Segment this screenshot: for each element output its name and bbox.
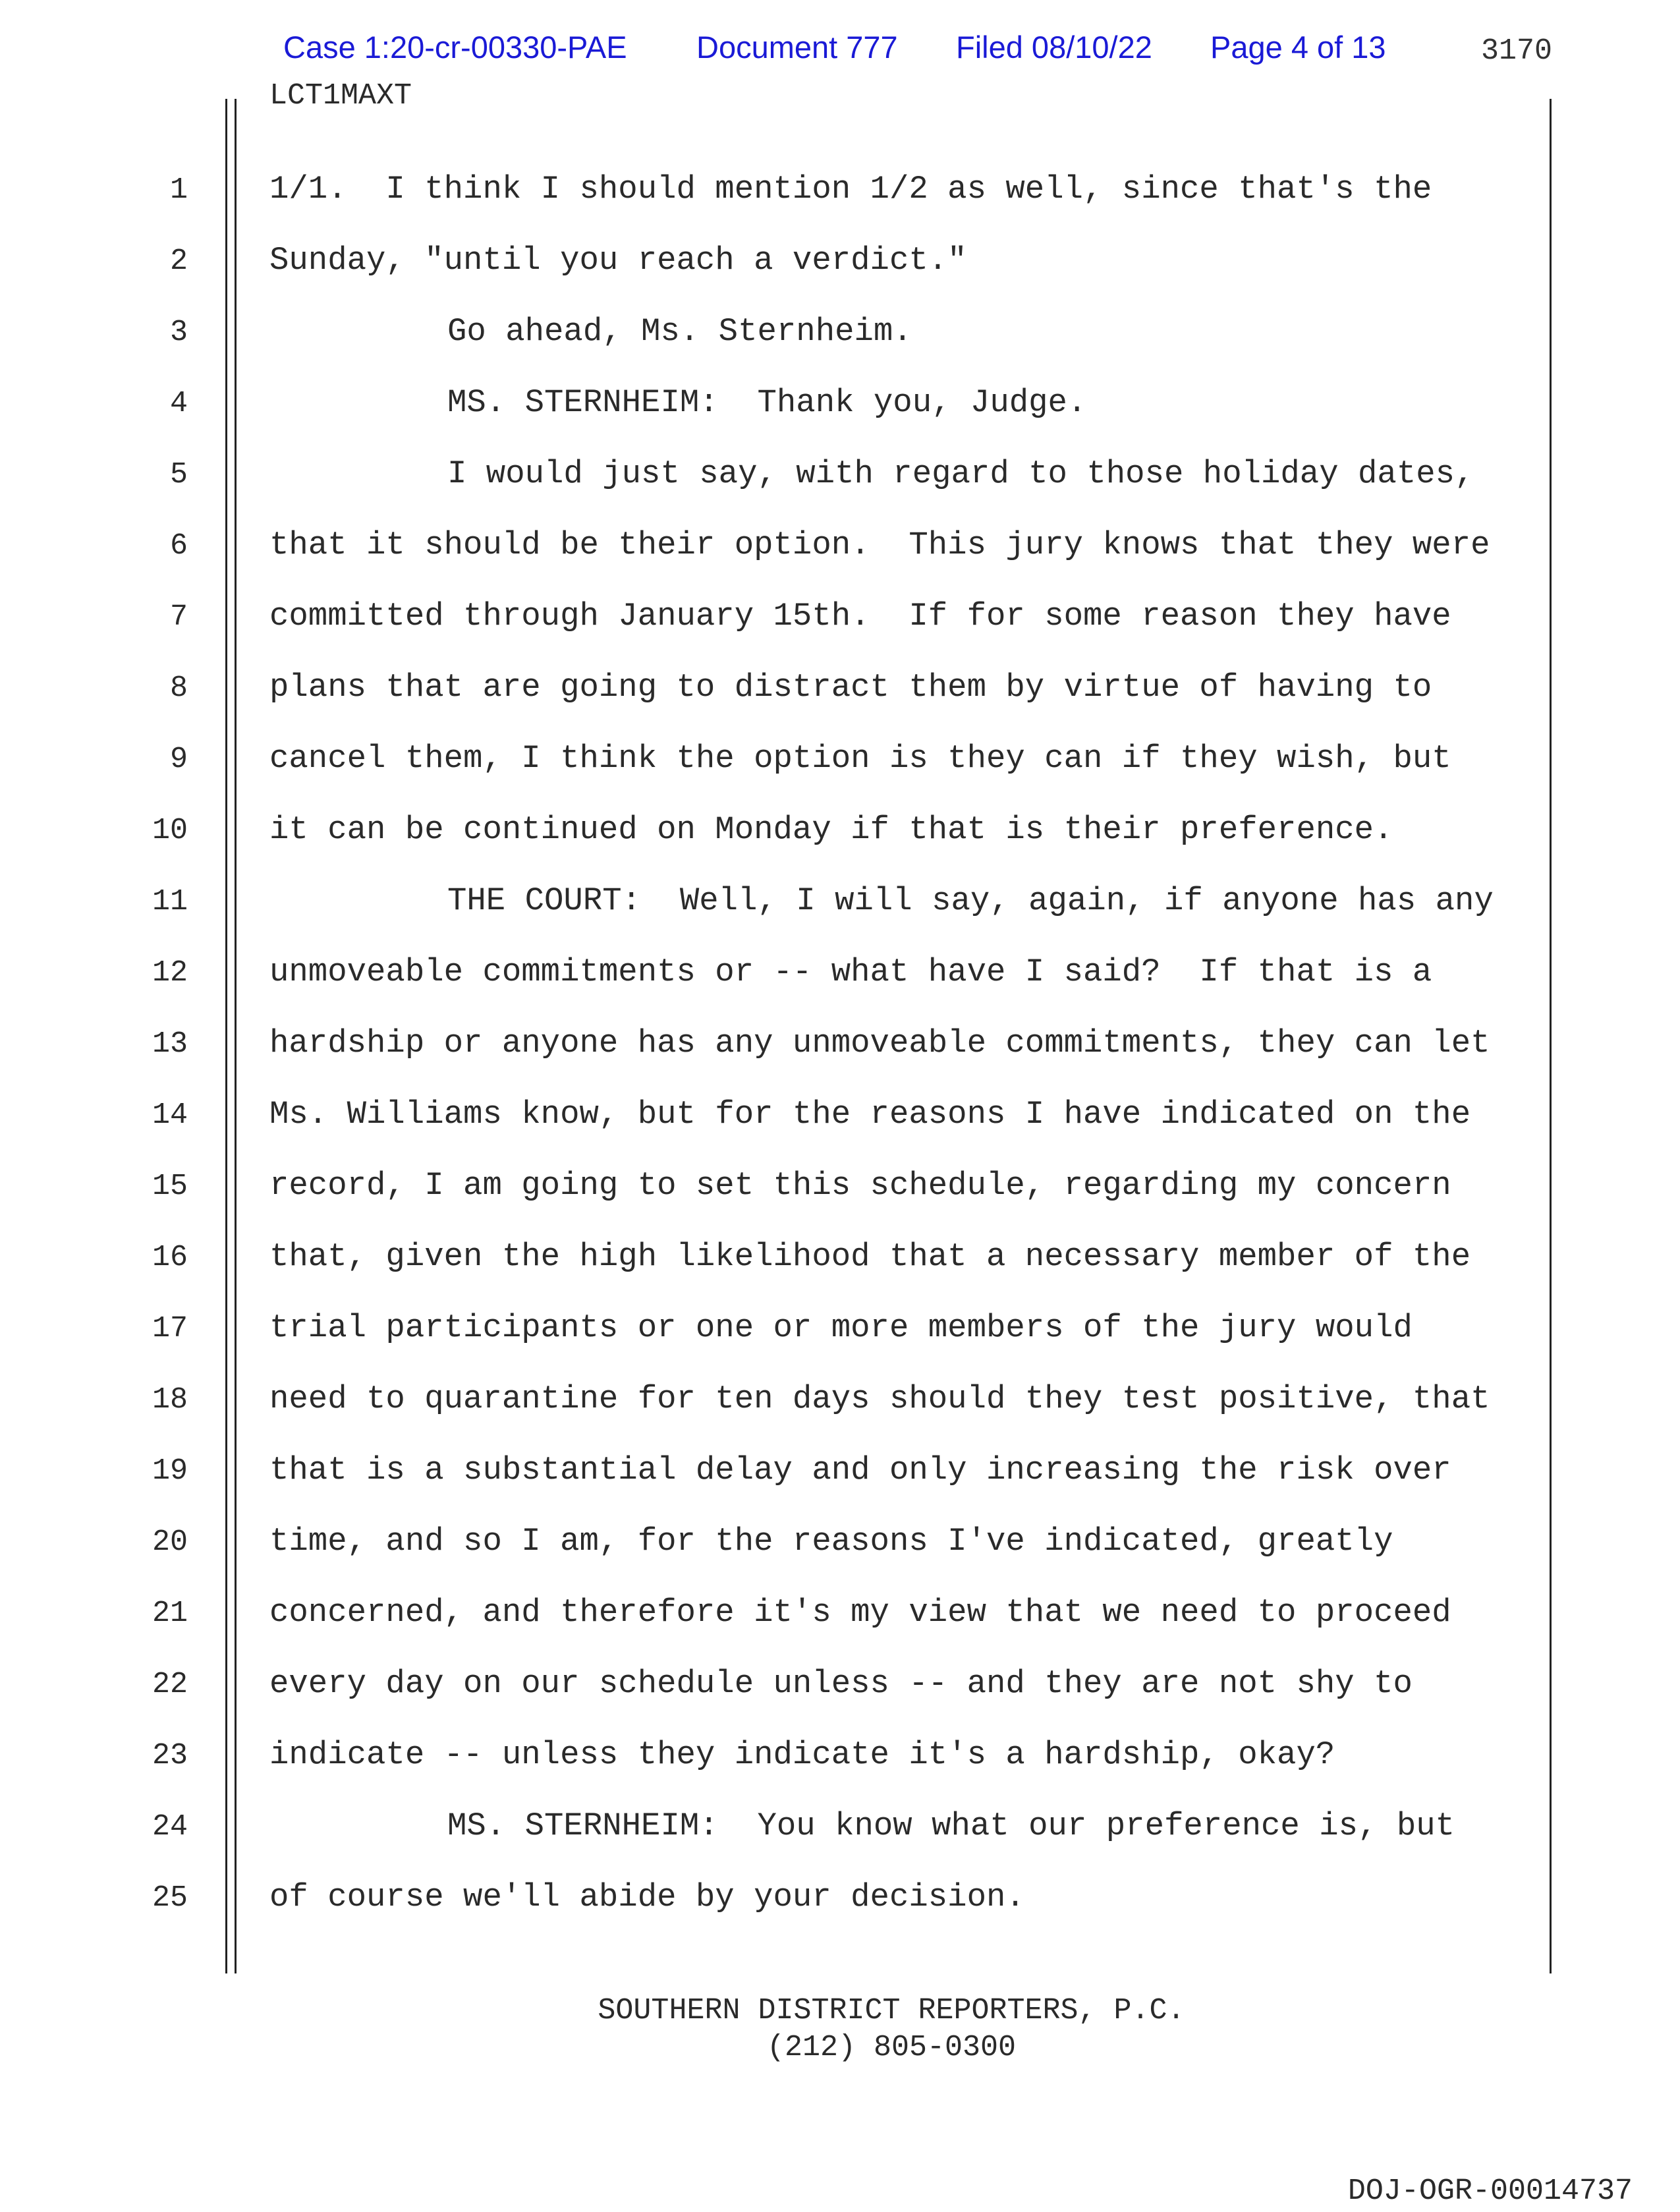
line-number: 22 — [152, 1668, 188, 1701]
reporter-name: SOUTHERN DISTRICT REPORTERS, P.C. — [598, 1994, 1185, 2028]
line-text: every day on our schedule unless -- and they are not shy to — [269, 1665, 1413, 1702]
transcript-line — [0, 811, 1581, 885]
transcript-line — [0, 173, 1581, 244]
transcript-line — [0, 1736, 1581, 1810]
line-number: 7 — [169, 600, 188, 634]
line-text: MS. STERNHEIM: You know what our preference is, but — [447, 1807, 1455, 1844]
line-text: that it should be their option. This jury knows that they were — [269, 526, 1490, 563]
line-text: that, given the high likelihood that a necessary member of the — [269, 1238, 1471, 1275]
line-number: 1 — [169, 173, 188, 207]
transcript-line — [0, 1380, 1581, 1454]
transcript-line — [0, 1167, 1581, 1241]
line-text: time, and so I am, for the reasons I've indicated, greatly — [269, 1523, 1393, 1560]
transcript-line — [0, 1594, 1581, 1668]
line-number: 15 — [152, 1170, 188, 1203]
line-number: 16 — [152, 1241, 188, 1274]
line-text: Ms. Williams know, but for the reasons I have indicated on the — [269, 1096, 1471, 1133]
line-number: 13 — [152, 1027, 188, 1061]
line-number: 17 — [152, 1312, 188, 1346]
bates-number: DOJ-OGR-00014737 — [1347, 2174, 1633, 2208]
line-text: concerned, and therefore it's my view that we need to proceed — [269, 1594, 1451, 1631]
transcript-line — [0, 455, 1581, 529]
transcript-line — [0, 1098, 1581, 1170]
line-number: 8 — [169, 671, 188, 705]
reporter-phone: (212) 805-0300 — [766, 2031, 1017, 2064]
transcript-line — [0, 1881, 1581, 1952]
line-text: I would just say, with regard to those holiday dates, — [447, 455, 1474, 492]
line-text: cancel them, I think the option is they can if they wish, but — [269, 740, 1451, 777]
line-text: need to quarantine for ten days should they test positive, that — [269, 1380, 1490, 1417]
line-text: committed through January 15th. If for some reason they have — [269, 598, 1451, 635]
line-text: of course we'll abide by your decision. — [269, 1879, 1025, 1915]
line-number: 25 — [152, 1881, 188, 1915]
transcript-line — [0, 1238, 1581, 1312]
line-text: that is a substantial delay and only increasing the risk over — [269, 1452, 1451, 1489]
page-indicator: Page 4 of 13 — [1210, 30, 1386, 65]
line-number: 5 — [169, 458, 188, 492]
transcript-line — [0, 1807, 1581, 1881]
filed-date: Filed 08/10/22 — [956, 30, 1152, 65]
line-number: 19 — [152, 1454, 188, 1488]
line-number: 21 — [152, 1597, 188, 1630]
line-number: 20 — [152, 1525, 188, 1559]
line-number: 2 — [169, 244, 188, 278]
transcript-line — [0, 384, 1581, 458]
line-number: 11 — [152, 885, 188, 919]
line-number: 23 — [152, 1739, 188, 1772]
line-text: record, I am going to set this schedule, regarding my concern — [269, 1167, 1451, 1204]
line-text: it can be continued on Monday if that is their preference. — [269, 811, 1393, 848]
line-text: Go ahead, Ms. Sternheim. — [447, 313, 912, 350]
transcript-line — [0, 1454, 1581, 1525]
document-number: Document 777 — [696, 30, 898, 65]
line-text: THE COURT: Well, I will say, again, if anyone has any — [447, 882, 1494, 919]
line-text: hardship or anyone has any unmoveable commitments, they can let — [269, 1025, 1490, 1062]
line-text: Sunday, "until you reach a verdict." — [269, 242, 967, 279]
line-text: plans that are going to distract them by virtue of having to — [269, 669, 1432, 706]
line-number: 24 — [152, 1810, 188, 1844]
line-number: 6 — [169, 529, 188, 563]
line-number: 12 — [152, 956, 188, 990]
line-number: 14 — [152, 1098, 188, 1132]
transcript-line — [0, 1027, 1581, 1098]
transcript-line — [0, 953, 1581, 1027]
line-number: 10 — [152, 814, 188, 847]
line-text: MS. STERNHEIM: Thank you, Judge. — [447, 384, 1087, 421]
line-number: 4 — [169, 387, 188, 420]
reporter-code: LCT1MAXT — [269, 79, 412, 113]
line-number: 3 — [169, 316, 188, 349]
transcript-line — [0, 313, 1581, 387]
transcript-line — [0, 671, 1581, 743]
case-number: Case 1:20-cr-00330-PAE — [283, 30, 627, 65]
transcript-line — [0, 1309, 1581, 1383]
transcript-line — [0, 526, 1581, 600]
transcript-line — [0, 244, 1581, 316]
transcript-line — [0, 1525, 1581, 1597]
transcript-page-number: 3170 — [1481, 34, 1553, 68]
line-number: 9 — [169, 743, 188, 776]
line-text: indicate -- unless they indicate it's a hardship, okay? — [269, 1736, 1335, 1773]
transcript-line — [0, 882, 1581, 956]
transcript-line — [0, 740, 1581, 814]
transcript-line — [0, 1665, 1581, 1739]
line-text: 1/1. I think I should mention 1/2 as well, since that's the — [269, 171, 1432, 208]
line-number: 18 — [152, 1383, 188, 1417]
line-text: trial participants or one or more members of the jury would — [269, 1309, 1413, 1346]
line-text: unmoveable commitments or -- what have I said? If that is a — [269, 953, 1432, 990]
transcript-line — [0, 600, 1581, 671]
